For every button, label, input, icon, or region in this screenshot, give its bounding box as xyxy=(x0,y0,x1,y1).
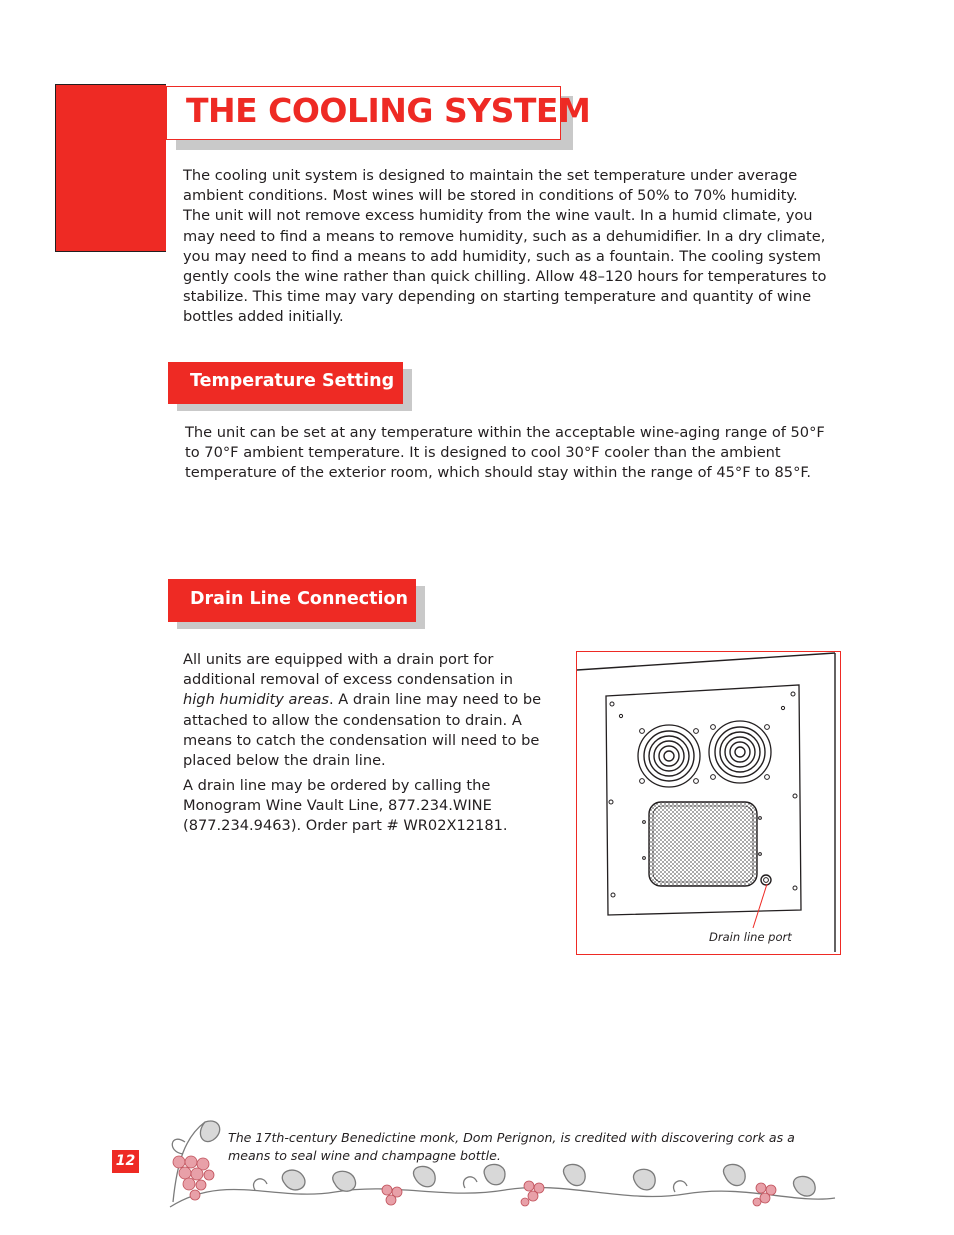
temperature-setting-label: Temperature Setting xyxy=(168,362,403,404)
title-frame xyxy=(166,86,591,140)
drain-line-heading xyxy=(168,579,416,622)
drain-port-figure xyxy=(576,651,841,955)
figure-caption: Drain line port xyxy=(709,930,792,944)
page-number: 12 xyxy=(112,1150,139,1173)
cooling-unit-illustration xyxy=(577,652,839,953)
drain-line-label: Drain Line Connection xyxy=(168,579,416,622)
page-title: THE COOLING SYSTEM xyxy=(186,91,591,130)
red-corner-block xyxy=(55,84,166,252)
drain-line-order-paragraph: A drain line may be ordered by calling the Monogram Wine Vault Line, 877.234.WINE (877.234.9463). Order part # WR02X12181. xyxy=(183,777,508,835)
drain-line-paragraph xyxy=(183,650,543,771)
drain-text-italic: high humidity areas xyxy=(183,691,330,709)
temperature-setting-paragraph: The unit can be set at any temperature within the acceptable wine-aging range of 50°F to 70°F ambient temperature. It is designed to cool 30°F cooler than the ambient temperature of the exterior room, which should stay within the range of 45°F to 85°F. xyxy=(185,424,825,482)
drain-text-part2: . A drain line may need to be attached to allow the condensation to drain. A means to catch the condensation will need to be placed below the drain line. xyxy=(183,691,542,770)
page-title-box xyxy=(166,86,591,140)
intro-paragraph: The cooling unit system is designed to maintain the set temperature under average ambient conditions. Most wines will be stored in conditions of 50% to 70% humidity. The unit will not remove excess humidity from the wine vault. In a humid climate, you may need to find a means to remove humidity, such as a dehumidifier. In a dry climate, you may need to find a means to add humidity, such as a fountain. The cooling system gently cools the wine rather than quick chilling. Allow 48–120 hours for temperatures to stabilize. This time may vary depending on starting temperature and quantity of wine bottles added initially. xyxy=(183,167,827,326)
temperature-setting-heading xyxy=(168,362,403,404)
drain-text-part1: All units are equipped with a drain port for additional removal of excess condensation in xyxy=(183,651,513,689)
footnote: The 17th-century Benedictine monk, Dom Perignon, is credited with discovering cork as a means to seal wine and champagne bottle. xyxy=(228,1130,795,1163)
